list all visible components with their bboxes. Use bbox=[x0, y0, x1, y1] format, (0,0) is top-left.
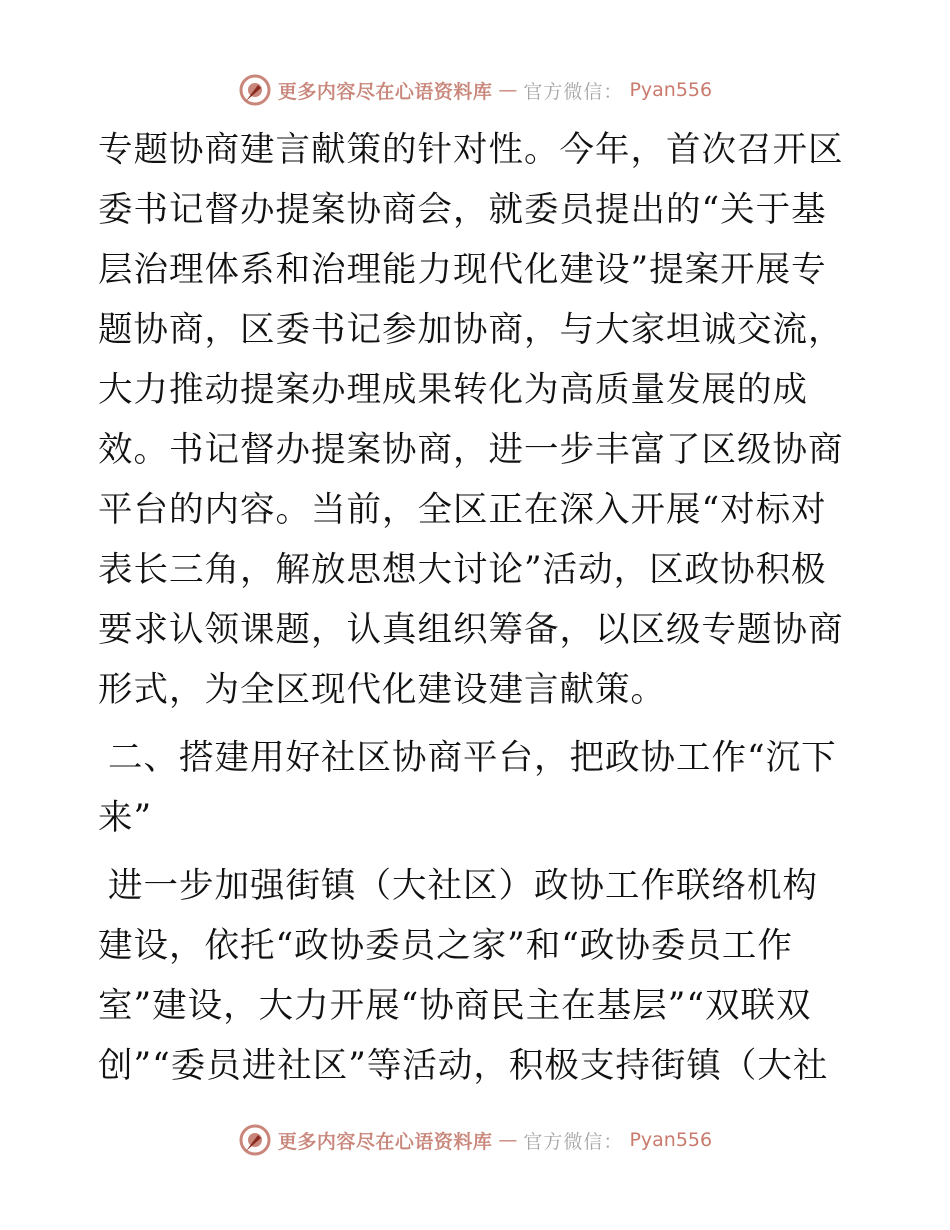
document-body bbox=[98, 120, 850, 1110]
paragraph-1: 专题协商建言献策的针对性。今年，首次召开区委书记督办提案协商会，就委员提出的“关于基层治理体系和治理能力现代化建设”提案开展专题协商，区委书记参加协商，与大家坦诚交流，大力推动提案办理成果转化为高质量发展的成效。书记督办提案协商，进一步丰富了区级协商平台的内容。当前，全区正在深入开展“对标对表长三角，解放思想大讨论”活动，区政协积极要求认领课题，认真组织筹备，以区级专题协商形式，为全区现代化建设建言献策。 bbox=[98, 130, 844, 710]
footer-watermark bbox=[0, 1120, 950, 1160]
watermark-sub-text: 官方微信： bbox=[523, 80, 624, 103]
watermark-main-text: 更多内容尽在心语资料库 bbox=[277, 80, 493, 103]
watermark-sub-text: 官方微信： bbox=[523, 1130, 624, 1153]
pen-logo-icon bbox=[238, 73, 272, 107]
paragraph-2: 进一步加强街镇（大社区）政协工作联络机构建设，依托“政协委员之家”和“政协委员工作室”建设，大力开展“协商民主在基层”“双联双创”“委员进社区”等活动，积极支持街镇（大社 bbox=[98, 866, 829, 1086]
watermark-dash: — bbox=[498, 79, 518, 101]
watermark-dash: — bbox=[498, 1129, 518, 1151]
section-heading-2: 二、搭建用好社区协商平台，把政协工作“沉下来” bbox=[98, 738, 837, 838]
watermark-wechat-id: Pyan556 bbox=[629, 1129, 713, 1151]
pen-logo-icon bbox=[238, 1123, 272, 1157]
watermark-main-text: 更多内容尽在心语资料库 bbox=[277, 1130, 493, 1153]
watermark-wechat-id: Pyan556 bbox=[629, 79, 713, 101]
header-watermark bbox=[0, 70, 950, 110]
